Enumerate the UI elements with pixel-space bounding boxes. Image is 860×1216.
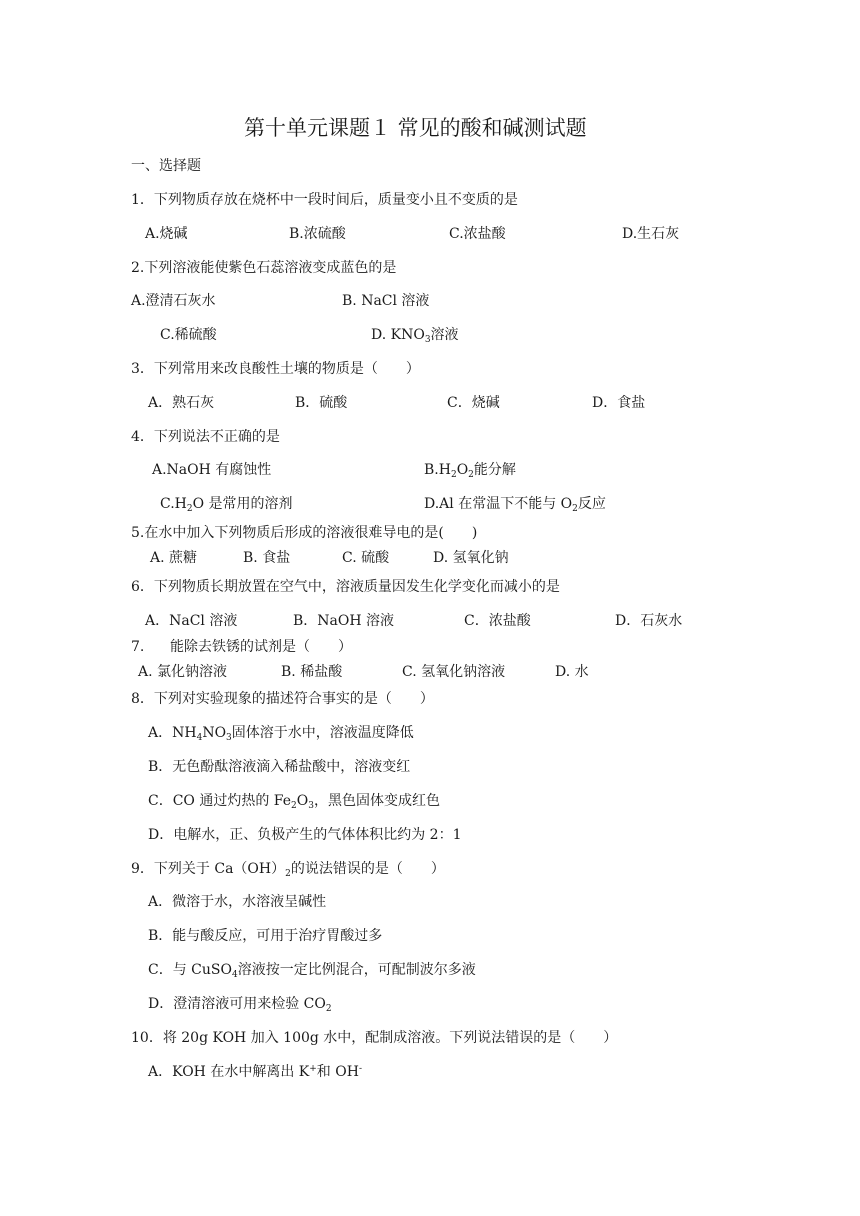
question-5-stem: 5.在水中加入下列物质后形成的溶液很难导电的是( ) [131,525,478,541]
question-8-option-a [148,724,414,742]
formula-text: 溶液按一定比例混合，可配制波尔多液 [237,962,476,978]
question-8-option-b: B．无色酚酞溶液滴入稀盐酸中，溶液变红 [148,759,411,775]
question-4-option-a: A.NaOH 有腐蚀性 [152,462,272,478]
question-4-option-b [424,461,516,479]
subscript: 2 [291,801,297,811]
question-2-option-d [371,326,459,344]
subscript: 2 [325,1004,332,1014]
formula-text: NO [202,725,227,741]
formula-text: 的说法错误的是（ ） [290,861,445,877]
subscript: 3 [308,801,314,811]
question-9-option-c [148,961,476,979]
question-3-option-a: A．熟石灰 [148,395,215,411]
formula-text: 固体溶于水中，溶液温度降低 [231,725,414,741]
question-1-option-d: D.生石灰 [622,226,680,242]
question-5-option-c: C. 硫酸 [342,550,390,566]
formula-text: D．澄清溶液可用来检验 CO [148,996,326,1012]
formula-text: 溶液 [430,327,459,343]
subscript: 4 [196,733,203,743]
question-9-option-b: B．能与酸反应，可用于治疗胃酸过多 [148,928,383,944]
formula-text: B.H [424,462,451,478]
superscript: - [358,1064,362,1074]
question-6-stem: 6．下列物质长期放置在空气中，溶液质量因发生化学变化而减小的是 [131,579,560,595]
subscript: 2 [186,504,193,514]
formula-text: A．NH [148,725,197,741]
question-9-option-d [148,995,332,1013]
formula-text: C.H [160,496,187,512]
question-2-stem: 2.下列溶液能使紫色石蕊溶液变成蓝色的是 [131,260,397,276]
question-2-option-a: A.澄清石灰水 [131,293,216,309]
subscript: 2 [285,869,291,879]
question-7-number: 7. [131,639,145,655]
formula-text: D. KNO [371,327,425,343]
question-9-stem [131,860,445,878]
question-2-option-c: C.稀硫酸 [160,327,217,343]
question-7-option-d: D. 水 [555,664,589,680]
subscript: 2 [450,470,457,480]
question-5-option-b: B. 食盐 [243,550,291,566]
formula-text: C．CO 通过灼热的 Fe [148,793,292,809]
formula-text: 能分解 [473,462,516,478]
formula-text: 和 OH [316,1064,359,1080]
subscript: 2 [468,470,474,480]
formula-text: O 是常用的溶剂 [192,496,293,512]
question-7-option-c: C. 氢氧化钠溶液 [402,664,506,680]
question-6-option-d: D．石灰水 [615,613,683,629]
question-4-option-d [424,495,606,513]
formula-text: C．与 CuSO [148,962,232,978]
question-3-option-c: C．烧碱 [447,395,500,411]
subscript: 2 [572,504,578,514]
formula-text: 反应 [577,496,606,512]
formula-text: A．KOH 在水中解离出 K [148,1064,310,1080]
question-5-option-d: D. 氢氧化钠 [433,550,509,566]
question-7-stem: 能除去铁锈的试剂是（ ） [170,639,352,655]
question-10-option-a [148,1063,362,1081]
question-6-option-a: A．NaCl 溶液 [145,613,238,629]
question-4-option-c [160,495,293,513]
formula-text: O [456,462,469,478]
formula-text: O [296,793,309,809]
question-1-option-c: C.浓盐酸 [449,226,506,242]
question-3-option-d: D．食盐 [592,395,646,411]
superscript: + [309,1064,317,1074]
formula-text: ，黑色固体变成红色 [314,793,440,809]
question-1-option-a: A.烧碱 [145,226,188,242]
question-8-stem: 8．下列对实验现象的描述符合事实的是（ ） [131,691,434,707]
question-1-option-b: B.浓硫酸 [289,226,346,242]
subscript: 3 [424,335,431,345]
formula-text: D.Al 在常温下不能与 O [424,496,573,512]
question-5-option-a: A. 蔗糖 [150,550,198,566]
subscript: 4 [231,970,238,980]
question-3-stem: 3．下列常用来改良酸性土壤的物质是（ ） [131,361,420,377]
question-2-option-b: B. NaCl 溶液 [342,293,430,309]
section-heading: 一、选择题 [131,158,201,174]
question-4-stem: 4．下列说法不正确的是 [131,429,280,445]
subscript: 3 [226,733,232,743]
question-3-option-b: B．硫酸 [295,395,348,411]
question-10-stem: 10．将 20g KOH 加入 100g 水中，配制成溶液。下列说法错误的是（ ） [131,1030,618,1046]
question-8-option-c [148,792,440,810]
question-7-option-a: A. 氯化钠溶液 [138,664,228,680]
question-7-option-b: B. 稀盐酸 [281,664,343,680]
question-6-option-b: B．NaOH 溶液 [293,613,395,629]
question-1-stem: 1．下列物质存放在烧杯中一段时间后，质量变小且不变质的是 [131,192,518,208]
question-9-option-a: A．微溶于水，水溶液呈碱性 [148,894,327,910]
document-title: 第十单元课题１ 常见的酸和碱测试题 [244,116,587,140]
question-8-option-d: D．电解水，正、负极产生的气体体积比约为 2：1 [148,827,462,843]
question-6-option-c: C．浓盐酸 [464,613,531,629]
formula-text: 9．下列关于 Ca（OH） [131,861,286,877]
